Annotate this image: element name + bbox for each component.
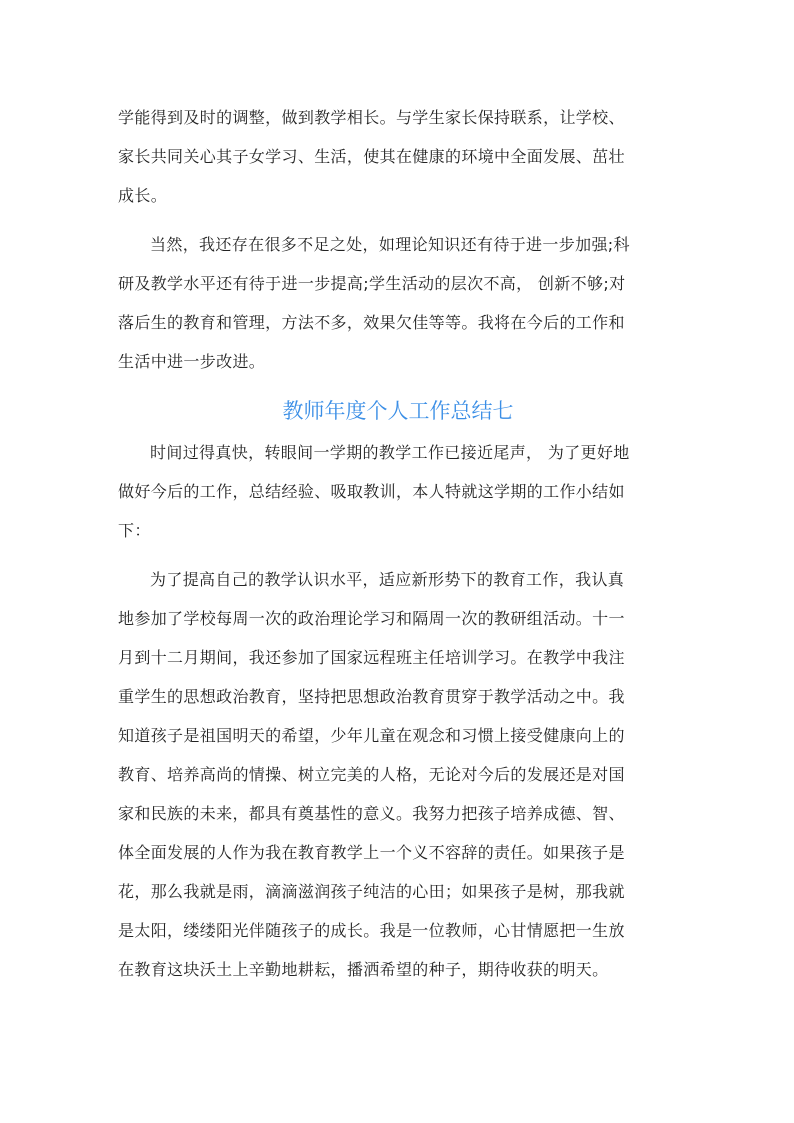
section-title: 教师年度个人工作总结七 — [282, 399, 514, 423]
text-line: 家长共同关心其子女学习、生活，使其在健康的环境中全面发展、茁壮 — [118, 147, 625, 166]
text-line: 家和民族的未来，都具有奠基性的意义。我努力把孩子培养成德、智、 — [118, 804, 625, 823]
text-line: 重学生的思想政治教育，坚持把思想政治教育贯穿于教学活动之中。我 — [118, 687, 625, 706]
paragraph-main — [118, 560, 678, 989]
text-line: 下： — [118, 521, 151, 540]
text-line: 地参加了学校每周一次的政治理论学习和隔周一次的教研组活动。十一 — [118, 609, 625, 628]
text-line: 教育、培养高尚的情操、树立完美的人格，无论对今后的发展还是对国 — [118, 765, 625, 784]
paragraph-intro — [118, 433, 678, 550]
text-line: 月到十二月期间，我还参加了国家远程班主任培训学习。在教学中我注 — [118, 648, 625, 667]
paragraph-continuation — [118, 98, 678, 215]
text-line: 落后生的教育和管理，方法不多，效果欠佳等等。我将在今后的工作和 — [118, 313, 625, 332]
text-line: 为了提高自己的教学认识水平，适应新形势下的教育工作，我认真 — [150, 570, 625, 589]
text-line: 当然，我还存在很多不足之处，如理论知识还有待于进一步加强;科 — [150, 235, 630, 254]
text-line: 研及教学水平还有待于进一步提高;学生活动的层次不高， 创新不够;对 — [118, 274, 626, 293]
text-line: 生活中进一步改进。 — [118, 352, 266, 371]
text-line: 知道孩子是祖国明天的希望，少年儿童在观念和习惯上接受健康向上的 — [118, 726, 625, 745]
text-line: 做好今后的工作，总结经验、吸取教训，本人特就这学期的工作小结如 — [118, 482, 625, 501]
paragraph-shortcomings — [118, 225, 678, 381]
text-line: 体全面发展的人作为我在教育教学上一个义不容辞的责任。如果孩子是 — [118, 843, 625, 862]
text-line: 花，那么我就是雨，滴滴滋润孩子纯洁的心田；如果孩子是树，那我就 — [118, 882, 625, 901]
text-line: 成长。 — [118, 186, 168, 205]
text-line: 在教育这块沃土上辛勤地耕耘，播洒希望的种子，期待收获的明天。 — [118, 960, 609, 979]
text-line: 时间过得真快，转眼间一学期的教学工作已接近尾声， 为了更好地 — [150, 443, 630, 462]
text-line: 学能得到及时的调整，做到教学相长。与学生家长保持联系，让学校、 — [118, 108, 625, 127]
text-line: 是太阳，缕缕阳光伴随孩子的成长。我是一位教师，心甘情愿把一生放 — [118, 921, 625, 940]
